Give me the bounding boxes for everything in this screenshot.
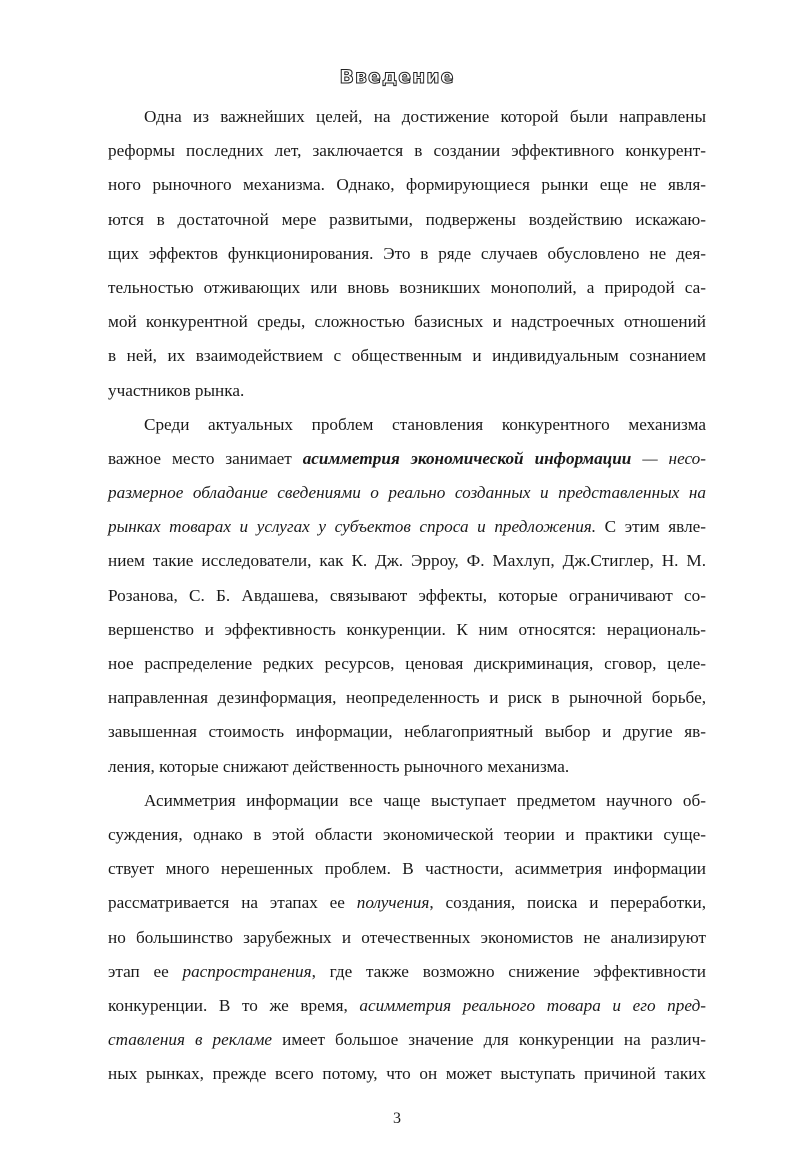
text-line: мой конкурентной среды, сложностью базисных и надстроечных отношений bbox=[108, 312, 706, 332]
page-number: 3 bbox=[393, 1110, 401, 1127]
text-line bbox=[108, 955, 706, 989]
emphasis-term: асимметрия экономической информации bbox=[302, 448, 632, 468]
text-line: но большинство зарубежных и отечественных экономистов не анализируют bbox=[108, 927, 706, 947]
text-line: ствует много нерешенных проблем. В частности, асимметрия информации bbox=[108, 859, 706, 879]
text-line: Розанова, С. Б. Авдашева, связывают эффекты, которые ограничивают со- bbox=[108, 585, 706, 605]
text-line bbox=[108, 510, 706, 544]
text-run: С этим явле- bbox=[596, 517, 706, 537]
text-run: , создания, поиска и переработки, bbox=[429, 893, 706, 913]
text-line bbox=[108, 1023, 706, 1057]
text-line: Одна из важнейших целей, на достижение которой были направлены bbox=[144, 107, 706, 126]
text-line: Асимметрия информации все чаще выступает предметом научного об- bbox=[144, 790, 706, 810]
text-line: ное распределение редких ресурсов, ценовая дискриминация, сговор, целе- bbox=[108, 654, 706, 673]
text-run: этап ее bbox=[108, 961, 183, 981]
text-line: реформы последних лет, заключается в создании эффективного конкурент- bbox=[108, 141, 706, 161]
text-line: щих эффектов функционирования. Это в ряде случаев обусловлено не дея- bbox=[108, 243, 706, 263]
text-line: Среди актуальных проблем становления конкурентного механизма bbox=[144, 414, 706, 434]
text-line: тельностью отживающих или вновь возникших монополий, а природой са- bbox=[108, 277, 706, 297]
text-line: ных рынках, прежде всего потому, что он может выступать причиной таких bbox=[108, 1064, 706, 1084]
text-line: ются в достаточной мере развитыми, подвержены воздействию искажаю- bbox=[108, 209, 706, 229]
emphasis-term: получения bbox=[356, 893, 430, 913]
text-run: — несо- bbox=[631, 448, 707, 468]
text-run: рынках товарах и услугах у субъектов спроса и предложения. bbox=[108, 517, 597, 537]
text-line: суждения, однако в этой области экономической теории и практики суще- bbox=[108, 824, 706, 844]
text-run: конкуренции. В то же время, bbox=[108, 995, 360, 1015]
text-line: в ней, их взаимодействием с общественным и индивидуальным сознанием bbox=[108, 346, 706, 366]
text-line bbox=[108, 989, 706, 1023]
text-line bbox=[108, 442, 706, 476]
text-run: , где также возможно снижение эффективности bbox=[311, 961, 706, 981]
text-line: размерное обладание сведениями о реально созданных и представленных на bbox=[108, 483, 706, 503]
text-line: ного рыночного механизма. Однако, формирующиеся рынки еще не явля- bbox=[108, 175, 706, 195]
emphasis-term: ставления в рекламе bbox=[108, 1030, 273, 1050]
text-line bbox=[108, 886, 706, 920]
emphasis-term: распространения bbox=[182, 961, 312, 981]
text-run: важное место занимает bbox=[108, 448, 303, 468]
text-line: завышенная стоимость информации, неблагоприятный выбор и другие яв- bbox=[108, 722, 706, 742]
emphasis-term: асимметрия реального товара и его пред- bbox=[359, 995, 706, 1015]
text-run: имеет большое значение для конкуренции на различ- bbox=[272, 1030, 706, 1050]
page-title: Введение bbox=[339, 66, 455, 88]
text-line: ления, которые снижают действенность рыночного механизма. bbox=[108, 756, 570, 776]
text-run: рассматривается на этапах ее bbox=[108, 893, 357, 913]
text-line: направленная дезинформация, неопределенность и риск в рыночной борьбе, bbox=[108, 688, 706, 708]
text-line: нием такие исследователи, как К. Дж. Эрроу, Ф. Махлуп, Дж.Стиглер, Н. М. bbox=[108, 551, 706, 571]
document-body bbox=[108, 100, 706, 1091]
text-line: участников рынка. bbox=[108, 380, 245, 400]
text-line: вершенство и эффективность конкуренции. К ним относятся: нерациональ- bbox=[108, 619, 706, 639]
